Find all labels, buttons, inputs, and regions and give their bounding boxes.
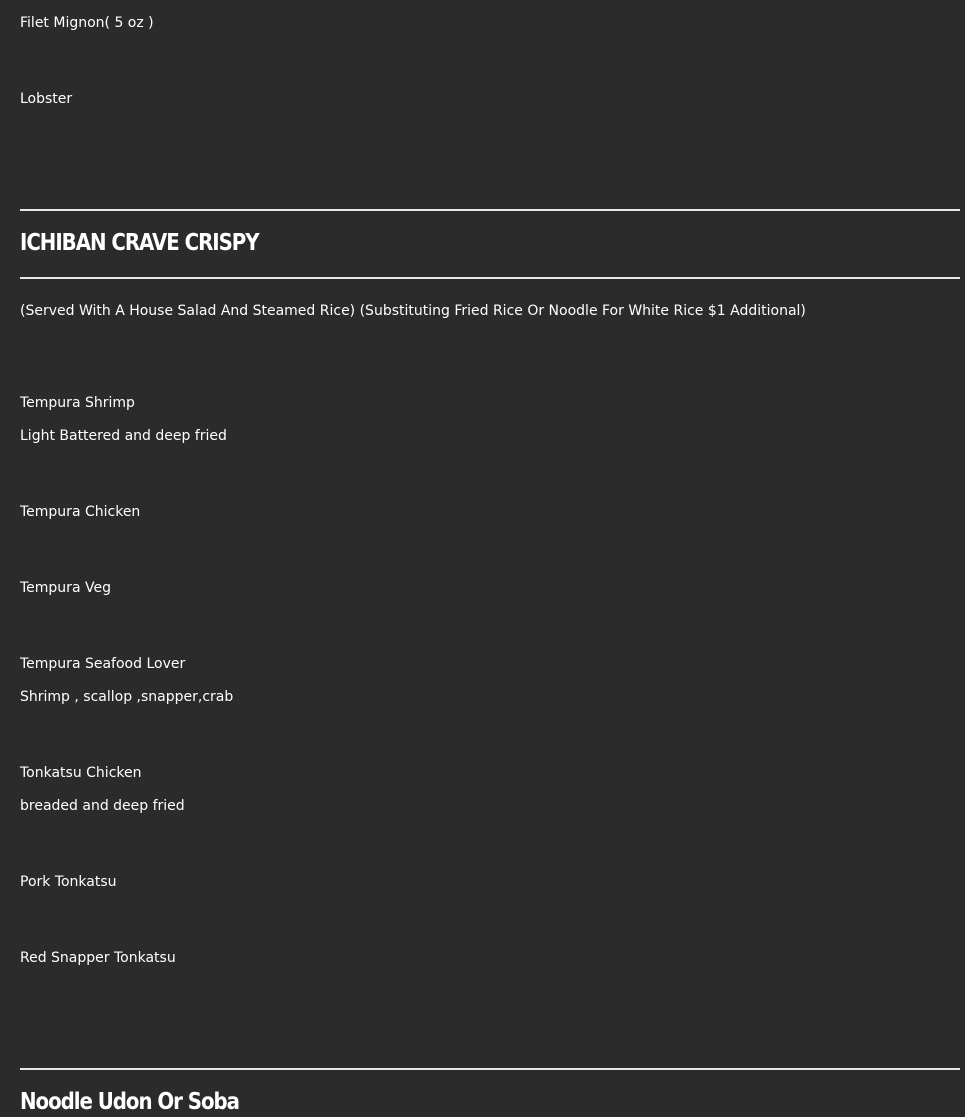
section-divider-top [20, 1068, 960, 1070]
section-title-crispy: ICHIBAN CRAVE CRISPY [20, 230, 259, 256]
menu-item-name: Tempura Chicken [20, 504, 141, 520]
section-note: (Served With A House Salad And Steamed Rice) (Substituting Fried Rice Or Noodle For White Rice $1 Additional) [20, 303, 806, 319]
menu-item-name: Tempura Seafood Lover [20, 656, 186, 672]
menu-item-name: Tonkatsu Chicken [20, 765, 142, 781]
section-divider-top [20, 209, 960, 211]
menu-item-name: Filet Mignon( 5 oz ) [20, 15, 154, 31]
menu-item-name: Tempura Shrimp [20, 395, 135, 411]
section-title-noodle: Noodle Udon Or Soba [20, 1089, 239, 1115]
menu-item-description: Light Battered and deep fried [20, 428, 227, 444]
menu-item-description: breaded and deep fried [20, 798, 185, 814]
menu-item-description: Shrimp , scallop ,snapper,crab [20, 689, 234, 705]
menu-item-name: Tempura Veg [20, 580, 111, 596]
section-divider-bottom [20, 277, 960, 279]
menu-item-name: Lobster [20, 91, 73, 107]
menu-item-name: Red Snapper Tonkatsu [20, 950, 176, 966]
menu-item-name: Pork Tonkatsu [20, 874, 117, 890]
